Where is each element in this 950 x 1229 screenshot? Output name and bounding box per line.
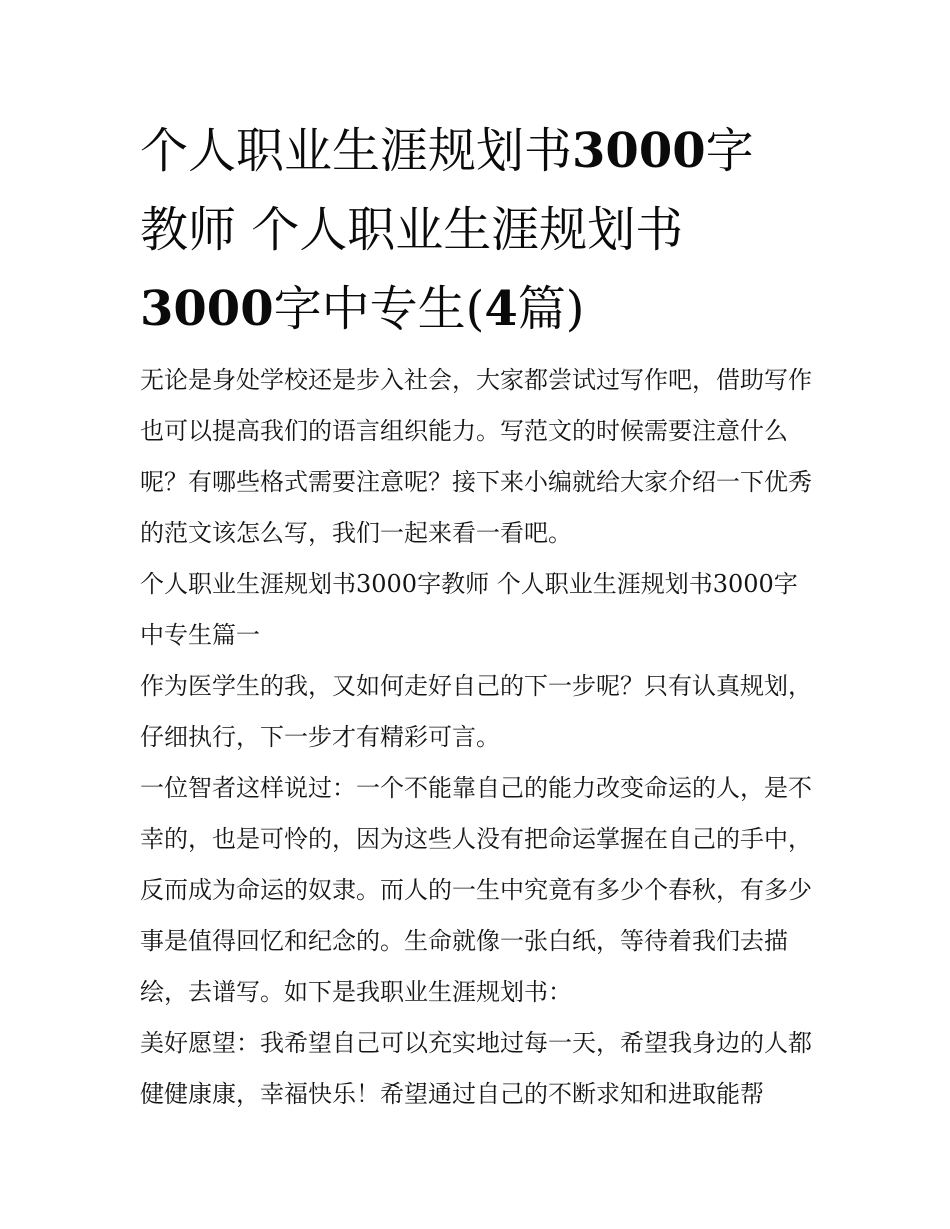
section-heading: 个人职业生涯规划书3000字教师 个人职业生涯规划书3000字中专生篇一 xyxy=(140,570,798,649)
body-paragraph-2: 一位智者这样说过：一个不能靠自己的能力改变命运的人，是不幸的，也是可怜的，因为这些人没有把命运掌握在自己的手中，反而成为命运的奴隶。而人的一生中究竟有多少个春秋，有多少事是值得回忆和纪念的。生命就像一张白纸，等待着我们去描绘，去谱写。如下是我职业生涯规划书： xyxy=(140,774,812,1006)
title-line-3 xyxy=(140,270,815,349)
title-line-1-text: 个人职业生涯规划书3000字 xyxy=(140,123,754,179)
document-body xyxy=(140,112,815,1120)
title-line-2 xyxy=(140,191,815,270)
title-line-3-text: 3000字中专生(4篇) xyxy=(140,281,585,337)
document-title xyxy=(140,112,815,349)
body-paragraph-1: 作为医学生的我，又如何走好自己的下一步呢？只有认真规划，仔细执行，下一步才有精彩可言。 xyxy=(140,672,812,751)
body-paragraph-3: 美好愿望：我希望自己可以充实地过每一天，希望我身边的人都健健康康，幸福快乐！希望通过自己的不断求知和进取能帮 xyxy=(140,1029,812,1108)
title-line-2-text: 教师 个人职业生涯规划书 xyxy=(140,202,684,258)
intro-paragraph: 无论是身处学校还是步入社会，大家都尝试过写作吧，借助写作也可以提高我们的语言组织能力。写范文的时候需要注意什么呢？有哪些格式需要注意呢？接下来小编就给大家介绍一下优秀的范文该怎么写，我们一起来看一看吧。 xyxy=(140,366,812,547)
title-line-1 xyxy=(140,112,815,191)
